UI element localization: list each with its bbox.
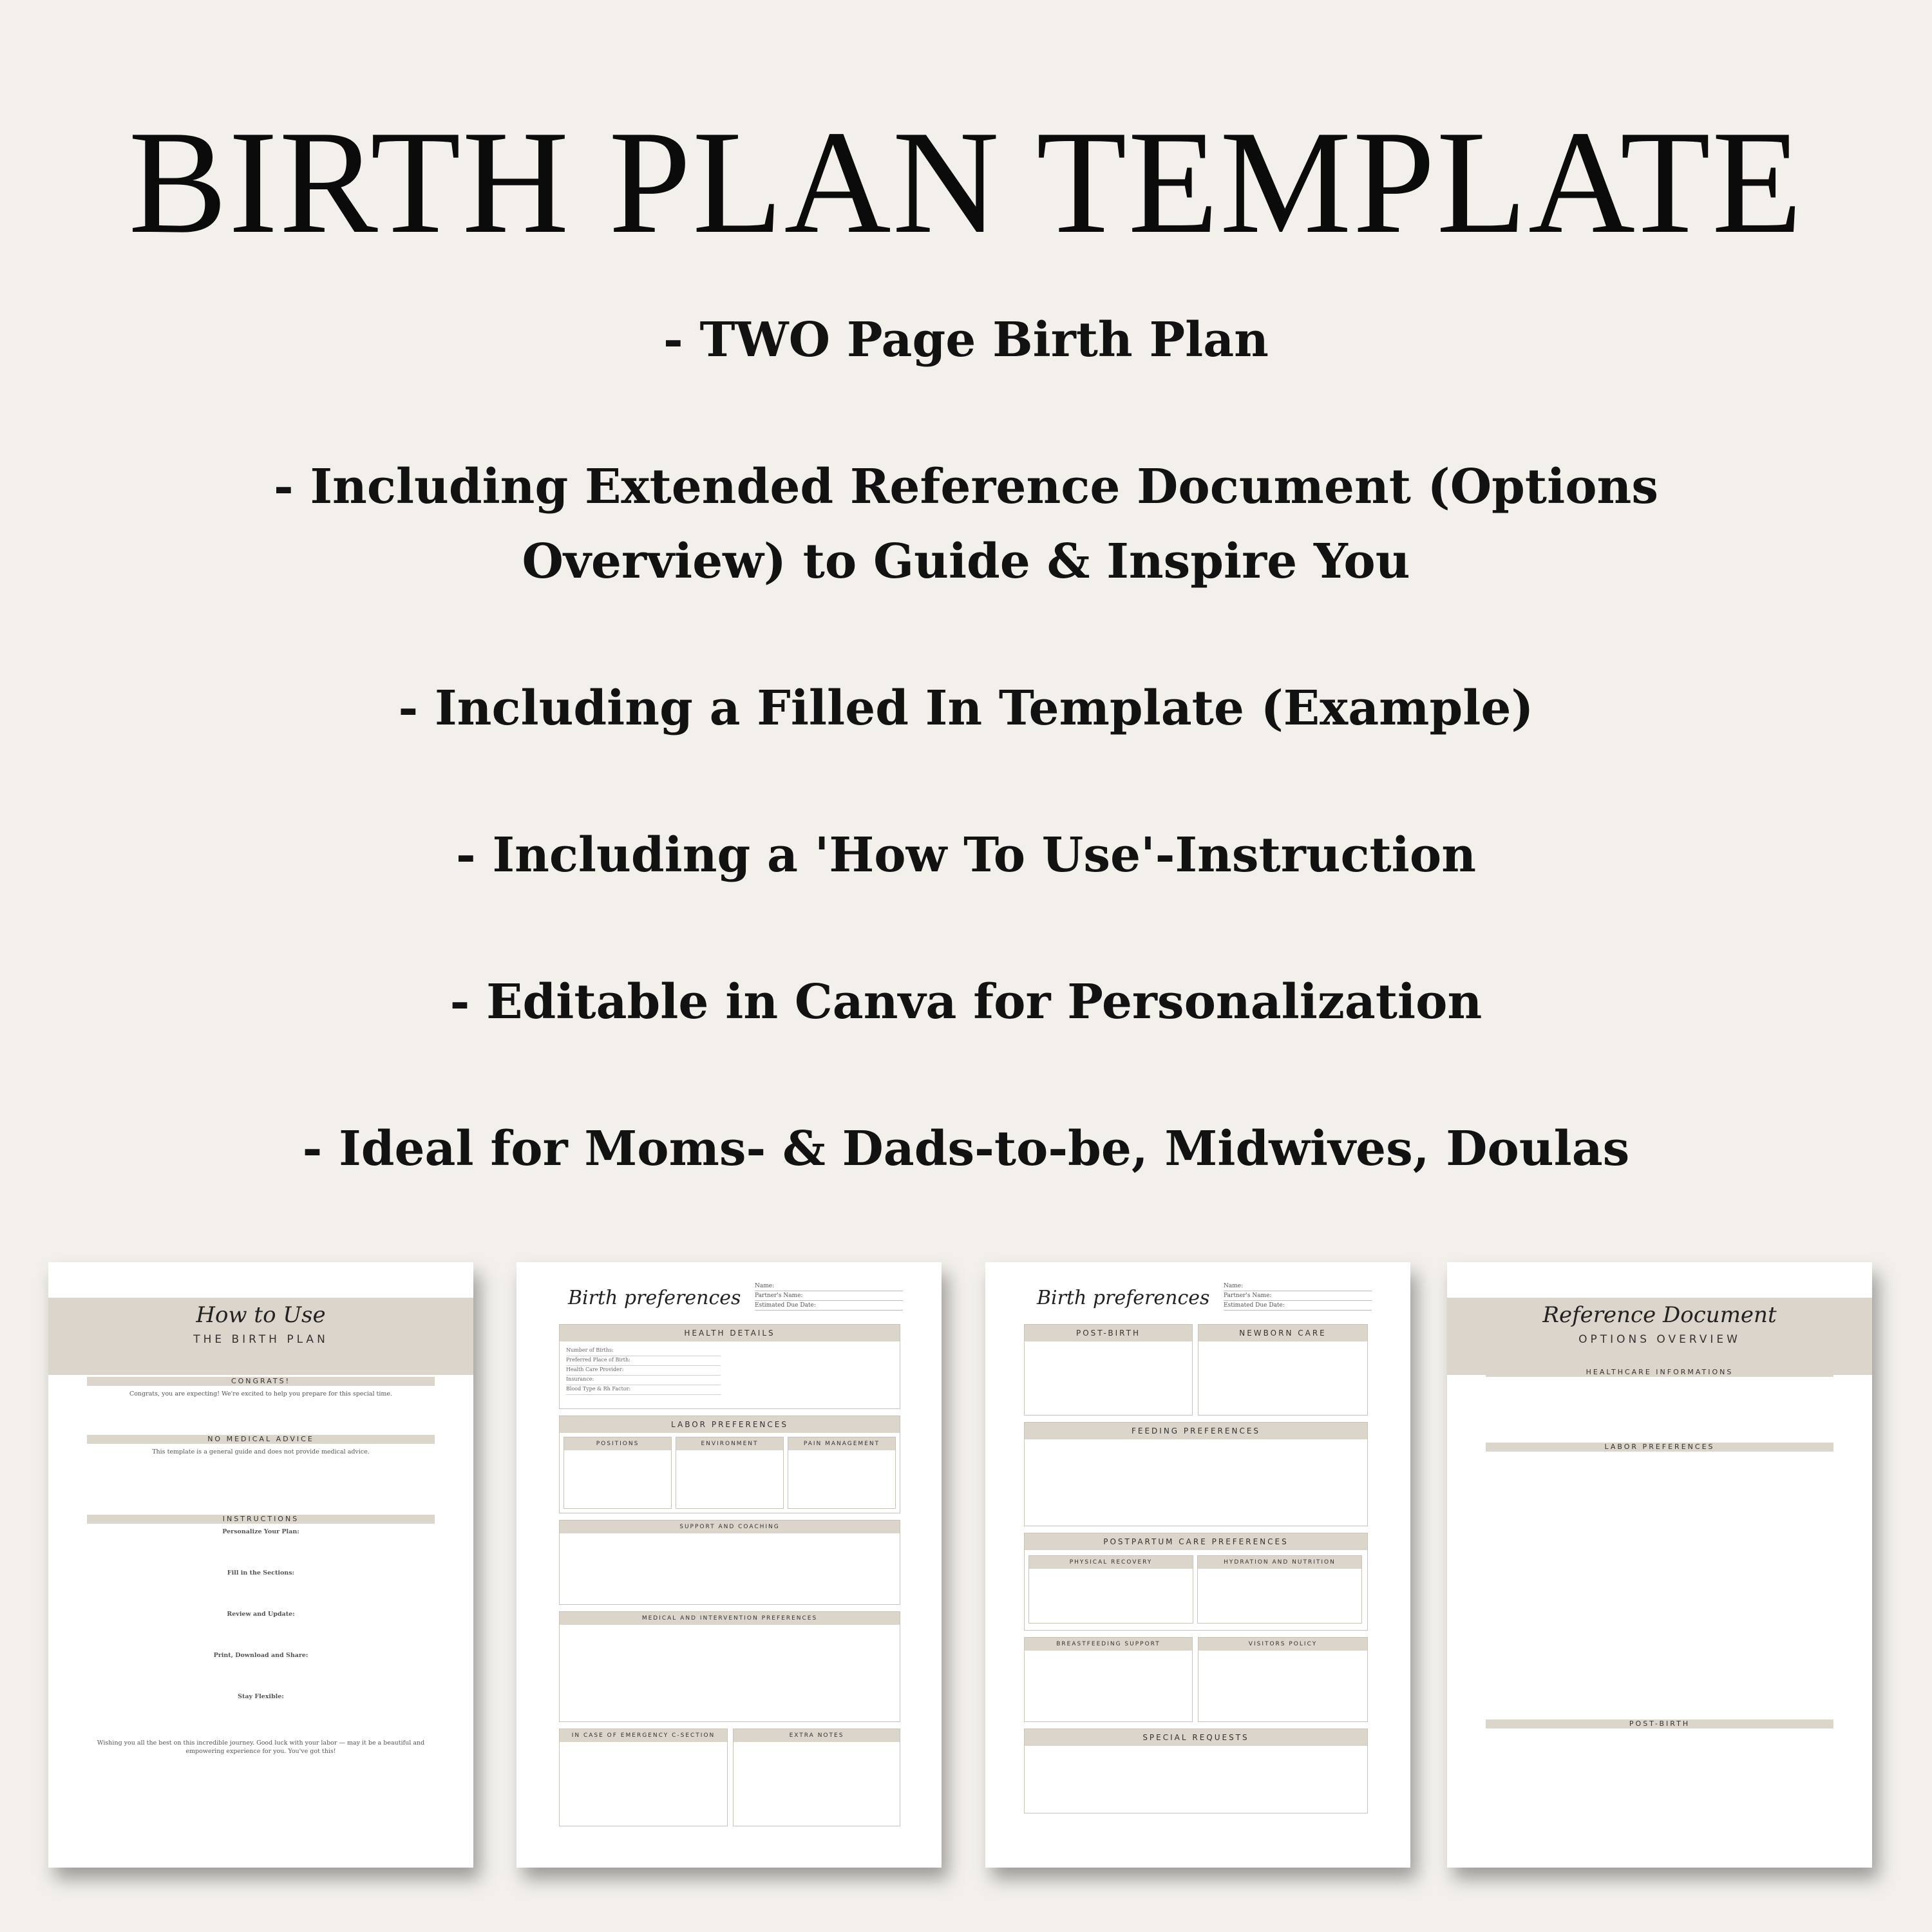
meta-field: Estimated Due Date: [755,1301,903,1311]
section-header: CONGRATS! [87,1377,435,1386]
page-subtitle: OPTIONS OVERVIEW [1578,1333,1741,1346]
box-header: NEWBORN CARE [1198,1325,1367,1341]
section-header: NO MEDICAL ADVICE [87,1435,435,1444]
section-box [559,1611,900,1722]
box-header: EXTRA NOTES [734,1729,900,1742]
feature-item: - Including a 'How To Use'-Instruction [455,828,1477,883]
page-script-title: Reference Document [1542,1302,1777,1328]
instruction-heading: Print, Download and Share: [213,1652,308,1659]
instruction-heading: Stay Flexible: [238,1693,284,1700]
meta-fields [755,1282,903,1311]
box-header: LABOR PREFERENCES [560,1416,900,1433]
preview-page-reference-document [1447,1262,1872,1868]
field-line: Insurance: [566,1376,721,1385]
sub-box [1197,1555,1362,1624]
sub-box-header: PHYSICAL RECOVERY [1029,1556,1193,1569]
page-script-title: Birth preferences [568,1287,741,1309]
box-header: POST-BIRTH [1025,1325,1192,1341]
sub-box [676,1437,784,1509]
feature-item-two-line [0,450,1932,599]
section-box [1198,1324,1368,1416]
meta-field: Name: [1224,1282,1372,1291]
meta-field: Partner's Name: [1224,1291,1372,1301]
sub-box [1028,1555,1193,1624]
meta-field: Partner's Name: [755,1291,903,1301]
field-line: Number of Births: [566,1347,721,1356]
section-box [1198,1637,1368,1722]
preview-page-birth-preferences [516,1262,942,1868]
section-box [1024,1324,1193,1416]
sub-box-header: HYDRATION AND NUTRITION [1198,1556,1361,1569]
section-box [559,1416,900,1513]
field-line: Preferred Place of Birth: [566,1356,721,1366]
section-header: LABOR PREFERENCES [1486,1443,1833,1452]
sub-box-header: PAIN MANAGEMENT [788,1437,895,1450]
feature-item-line: Overview) to Guide & Inspire You [522,534,1410,589]
section-box [559,1728,728,1826]
feature-item: - Editable in Canva for Personalization [450,974,1482,1030]
sub-box-header: ENVIRONMENT [676,1437,783,1450]
box-header: VISITORS POLICY [1198,1638,1367,1651]
meta-fields [1224,1282,1372,1311]
section-text: Congrats, you are expecting! We're excited to help you prepare for this special time. [129,1390,393,1397]
feature-item: - Including a Filled In Template (Example) [398,681,1534,736]
box-header: MEDICAL AND INTERVENTION PREFERENCES [560,1612,900,1625]
section-header: INSTRUCTIONS [87,1515,435,1524]
page-script-title: How to Use [196,1302,326,1328]
page-script-title: Birth preferences [1037,1287,1210,1309]
section-box [1024,1728,1368,1814]
instruction-heading: Review and Update: [227,1611,295,1618]
field-line: Blood Type & Rh Factor: [566,1385,721,1395]
meta-field: Name: [755,1282,903,1291]
field-line: Health Care Provider: [566,1366,721,1376]
closing-text: Wishing you all the best on this incredible journey. Good luck with your labor — may it be a beautiful and empowering experience for you. You've got this! [97,1739,425,1755]
sub-box [788,1437,896,1509]
page-subtitle: THE BIRTH PLAN [193,1333,328,1346]
section-header: HEALTHCARE INFORMATIONS [1486,1368,1833,1377]
box-header: SPECIAL REQUESTS [1025,1729,1367,1746]
box-header: IN CASE OF EMERGENCY C-SECTION [560,1729,727,1742]
section-box [559,1324,900,1409]
box-header: POSTPARTUM CARE PREFERENCES [1025,1533,1367,1550]
box-header: SUPPORT AND COACHING [560,1520,900,1533]
instruction-heading: Fill in the Sections: [227,1569,295,1577]
feature-item: - TWO Page Birth Plan [663,312,1269,368]
instruction-heading: Personalize Your Plan: [222,1528,299,1535]
section-box [1024,1533,1368,1631]
section-box [733,1728,900,1826]
feature-item-line: - Including Extended Reference Document (Options [273,459,1659,515]
preview-page-how-to-use [48,1262,473,1868]
page-title: BIRTH PLAN TEMPLATE [128,100,1804,264]
section-box [1024,1422,1368,1526]
box-header: HEALTH DETAILS [560,1325,900,1341]
preview-page-birth-preferences-2 [985,1262,1410,1868]
section-text: This template is a general guide and does not provide medical advice. [152,1448,370,1455]
feature-list [0,303,1932,1258]
meta-field: Estimated Due Date: [1224,1301,1372,1311]
section-header: POST-BIRTH [1486,1719,1833,1728]
box-header: FEEDING PREFERENCES [1025,1423,1367,1439]
sub-box [564,1437,672,1509]
sub-box-header: POSITIONS [564,1437,671,1450]
section-box [559,1520,900,1605]
feature-item: - Ideal for Moms- & Dads-to-be, Midwives, Doulas [302,1121,1630,1177]
box-header: BREASTFEEDING SUPPORT [1025,1638,1192,1651]
section-box [1024,1637,1193,1722]
